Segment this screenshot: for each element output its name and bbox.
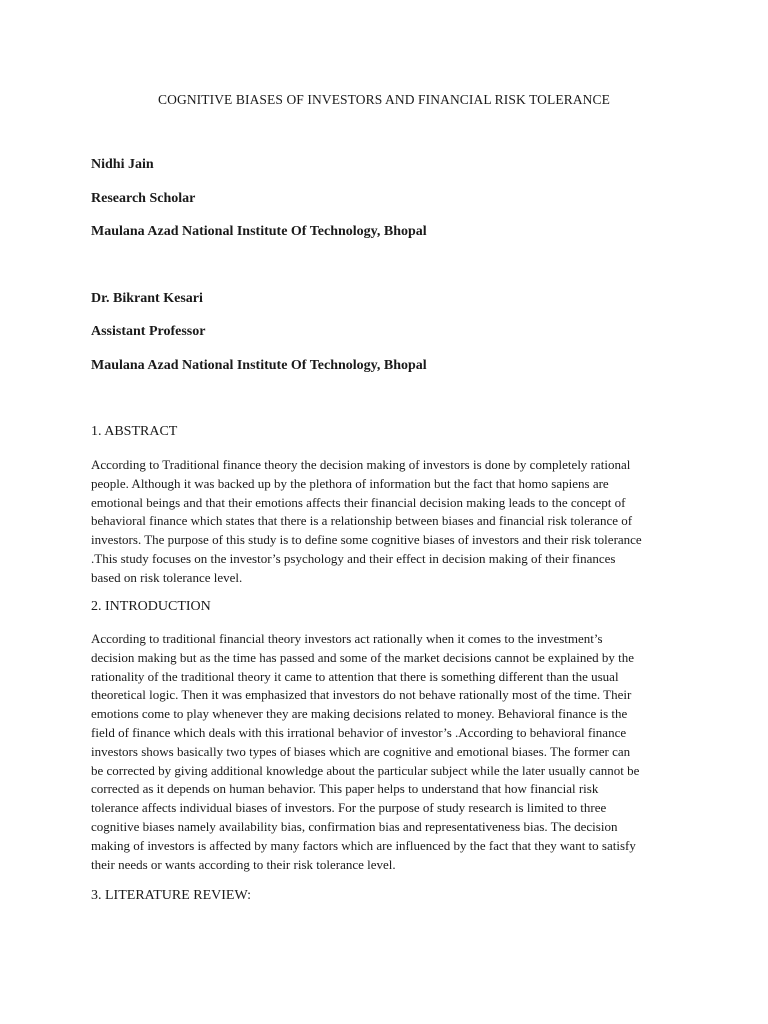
abstract-line: based on risk tolerance level.: [91, 569, 243, 585]
introduction-line: corrected as it depends on human behavior. This paper helps to understand that how financial risk: [91, 781, 599, 797]
introduction-paragraph: [91, 630, 681, 874]
introduction-line: theoretical logic. Then it was emphasized that investors do not behave rationally most of the time. Their: [91, 687, 632, 703]
author-1-affiliation: Maulana Azad National Institute Of Technology, Bhopal: [91, 224, 427, 239]
introduction-line: their needs or wants according to their risk tolerance level.: [91, 856, 396, 872]
introduction-line: tolerance affects individual biases of investors. For the purpose of study research is limited to three: [91, 800, 607, 816]
author-1-name: Nidhi Jain: [91, 157, 154, 172]
introduction-line: field of finance which deals with this irrational behavior of investor’s .According to behavioral finance: [91, 724, 627, 740]
introduction-line: be corrected by giving additional knowledge about the particular subject while the later usually cannot be: [91, 762, 640, 778]
abstract-heading: 1. ABSTRACT: [91, 424, 178, 439]
author-2-affiliation: Maulana Azad National Institute Of Technology, Bhopal: [91, 358, 427, 373]
author-1-role: Research Scholar: [91, 191, 196, 206]
introduction-line: According to traditional financial theory investors act rationally when it comes to the investment’s: [91, 631, 603, 646]
abstract-line: behavioral finance which states that there is a relationship between biases and financial risk tolerance of: [91, 513, 633, 529]
literature-review-heading: 3. LITERATURE REVIEW:: [91, 888, 252, 903]
abstract-paragraph: [91, 456, 681, 588]
abstract-line: According to Traditional finance theory the decision making of investors is done by completely rational: [91, 457, 631, 472]
introduction-line: cognitive biases namely availability bias, confirmation bias and representativeness bias. The decision: [91, 818, 618, 834]
introduction-line: making of investors is affected by many factors which are influenced by the fact that they want to satisfy: [91, 837, 636, 853]
abstract-line: investors. The purpose of this study is to define some cognitive biases of investors and their risk tolerance: [91, 532, 642, 548]
abstract-line: emotional beings and that their emotions affects their financial decision making leads to the concept of: [91, 494, 626, 510]
introduction-line: rationality of the traditional theory it came to attention that there is something different than the usual: [91, 668, 619, 684]
author-2-role: Assistant Professor: [91, 324, 206, 339]
introduction-line: decision making but as the time has passed and some of the market decisions cannot be explained by the: [91, 649, 634, 665]
author-2-name: Dr. Bikrant Kesari: [91, 291, 203, 306]
introduction-line: investors shows basically two types of biases which are cognitive and emotional biases. The former can: [91, 743, 631, 759]
abstract-line: people. Although it was backed up by the plethora of information but the fact that homo sapiens are: [91, 475, 609, 491]
introduction-line: emotions come to play whenever they are making decisions related to money. Behavioral finance is the: [91, 706, 628, 722]
introduction-heading: 2. INTRODUCTION: [91, 599, 211, 614]
abstract-line: .This study focuses on the investor’s psychology and their effect in decision making of their finances: [91, 550, 616, 566]
paper-title: COGNITIVE BIASES OF INVESTORS AND FINANCIAL RISK TOLERANCE: [158, 92, 610, 107]
